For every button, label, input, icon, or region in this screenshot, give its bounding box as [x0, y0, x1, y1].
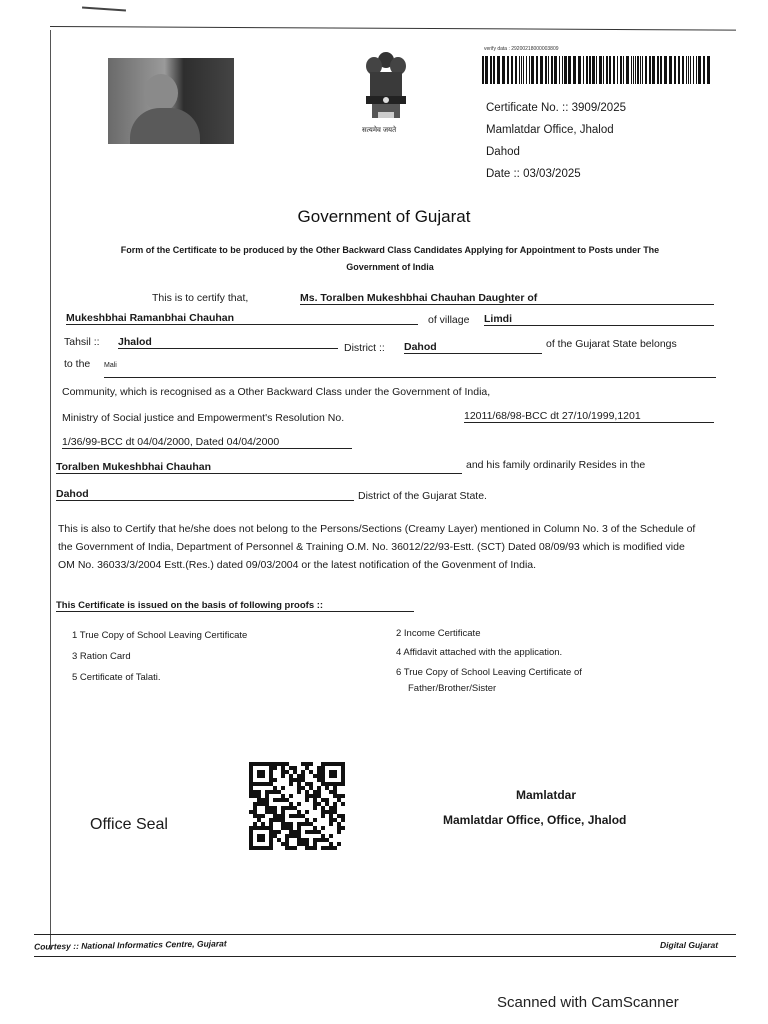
father-name: Mukeshbhai Ramanbhai Chauhan — [66, 312, 418, 325]
footer-rule-top — [34, 934, 736, 935]
applicant-photo — [108, 58, 234, 144]
document-title: Government of Gujarat — [297, 207, 471, 226]
ministry-line: Ministry of Social justice and Empowerment's Resolution No. — [62, 412, 345, 424]
proof-item: 5 Certificate of Talati. — [72, 672, 161, 683]
resides-text: and his family ordinarily Resides in the — [466, 459, 646, 471]
proof-item: 3 Ration Card — [72, 651, 131, 662]
proof-item: 6 True Copy of School Leaving Certificate of — [396, 667, 582, 678]
district-label: District :: — [344, 342, 385, 354]
scan-mark — [82, 6, 126, 11]
of-village-label: of village — [428, 314, 470, 326]
footer-rule-bottom — [34, 956, 736, 957]
district: Dahod — [404, 341, 542, 354]
community-line: Community, which is recognised as a Other Backward Class under the Government of India, — [62, 386, 491, 398]
page-border-left — [50, 30, 51, 950]
certify-prefix: This is to certify that, — [152, 292, 249, 304]
digital-gujarat-text: Digital Gujarat — [660, 940, 719, 950]
proof-item: Father/Brother/Sister — [408, 683, 497, 694]
certificate-date: Date :: 03/03/2025 — [486, 168, 581, 180]
office-seal-label: Office Seal — [90, 816, 168, 833]
qr-code — [249, 762, 345, 850]
resident-name: Toralben Mukeshbhai Chauhan — [56, 461, 462, 474]
resolution-number: 12011/68/98-BCC dt 27/10/1999,1201 — [464, 410, 714, 423]
caste: Mali — [104, 362, 716, 378]
issuing-district: Dahod — [486, 146, 520, 158]
barcode-text: verify data : 29200218000003809 — [484, 46, 559, 52]
camscanner-watermark: Scanned with CamScanner — [497, 994, 679, 1011]
tahsil-label: Tahsil :: — [64, 336, 100, 348]
to-the-label: to the — [64, 358, 91, 370]
proofs-heading: This Certificate is issued on the basis of following proofs :: — [56, 600, 414, 612]
courtesy-text: Courtesy :: National Informatics Centre, Gujarat — [33, 938, 227, 952]
resident-district: Dahod — [56, 488, 354, 501]
applicant-name: Ms. Toralben Mukeshbhai Chauhan Daughter of — [300, 292, 714, 305]
signatory-office: Mamlatdar Office, Office, Jhalod — [443, 813, 627, 827]
resolution-number-cont: 1/36/99-BCC dt 04/04/2000, Dated 04/04/2000 — [62, 436, 352, 449]
signatory-title: Mamlatdar — [516, 788, 577, 802]
proof-item: 2 Income Certificate — [396, 628, 481, 639]
document-subtitle: Form of the Certificate to be produced by the Other Backward Class Candidates Applying for Appointment to Posts under The Government of India — [120, 245, 660, 272]
district-of-state: District of the Gujarat State. — [358, 490, 487, 502]
proof-item: 4 Affidavit attached with the application. — [396, 647, 563, 658]
issuing-office: Mamlatdar Office, Jhalod — [486, 124, 614, 136]
national-emblem-icon — [352, 50, 420, 134]
tahsil: Jhalod — [118, 336, 338, 349]
proof-item: 1 True Copy of School Leaving Certificate — [72, 630, 248, 641]
barcode — [482, 56, 714, 84]
emblem-caption: सत्यमेव जयते — [362, 127, 397, 134]
page-border-top — [50, 26, 736, 31]
village: Limdi — [484, 313, 714, 326]
creamy-layer-statement: This is also to Certify that he/she does not belong to the Persons/Sections (Creamy Layer) mentioned in Column No. 3 of the Schedule of the Government of India, Department of Personnel & Training O.M. No. 36012/22/93-Estt. (SCT) Dated 08/09/93 which is modified vide OM No. 36033/3/2004 Estt.(Res.) dated 09/03/2004 or the latest notification of the Govenment of India. — [58, 523, 696, 571]
certificate-number: Certificate No. :: 3909/2025 — [486, 102, 626, 114]
state-belongs: of the Gujarat State belongs — [546, 338, 677, 350]
